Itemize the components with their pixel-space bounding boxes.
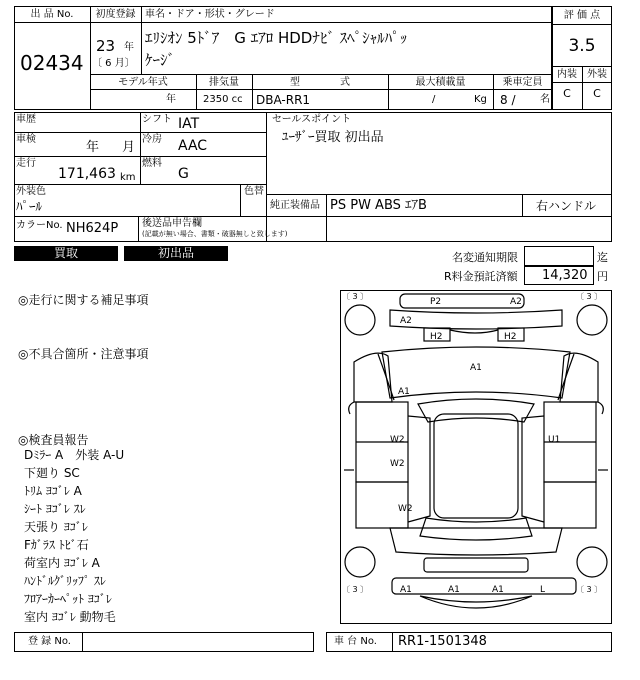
- mark-h2-left: H2: [430, 332, 443, 342]
- corner-label-bottom-right: 〔 3 〕: [576, 585, 603, 594]
- inspector-line: ﾄﾘﾑ ﾖｺﾞﾚ A: [24, 484, 82, 498]
- post-installed-label: 後送品申告欄: [142, 218, 202, 229]
- inspector-line: 室内 ﾖｺﾞﾚ 動物毛: [24, 610, 116, 624]
- model-type-label: 型 式: [290, 77, 350, 88]
- inspector-line: ｼｰﾄ ﾖｺﾞﾚ ｽﾚ: [24, 502, 86, 516]
- score-value: 3.5: [568, 36, 596, 56]
- max-load-label: 最大積載量: [415, 77, 466, 88]
- capacity-value: 8 /: [500, 93, 516, 107]
- exterior-color-value: ﾊﾟｰﾙ: [16, 200, 42, 215]
- standard-equipment-value: PS PW ABS ｴｱB: [330, 198, 427, 213]
- standard-equipment-label: 純正装備品: [270, 200, 320, 211]
- mark-top-right: A2: [510, 297, 522, 307]
- car-name-line2: ｹｰｼﾞ: [145, 51, 176, 69]
- color-no-value: NH624P: [66, 221, 119, 236]
- mark-rear-a1-mid: A1: [448, 585, 460, 595]
- inspection-month: 月: [122, 140, 136, 155]
- sales-point-label: セールスポイント: [272, 114, 352, 125]
- inspector-line: ﾌﾛｱｰｶｰﾍﾟｯﾄ ﾖｺﾞﾚ: [24, 592, 112, 606]
- mileage-value: 171,463: [58, 166, 116, 182]
- car-name-line1: ｴﾘｼｵﾝ 5ﾄﾞｱ G ｴｱﾛ HDDﾅﾋﾞ ｽﾍﾟｼｬﾙﾊﾟｯ: [145, 29, 408, 47]
- inspector-label: ◎検査員報告: [18, 433, 89, 447]
- first-reg-year: 23: [96, 37, 116, 55]
- color-no-label: カラーNo.: [16, 220, 63, 231]
- capacity-unit: 名: [540, 94, 550, 105]
- mark-front-a2: A2: [400, 316, 412, 326]
- name-change-unit: 迄: [597, 251, 608, 264]
- inspector-line: ﾊﾝﾄﾞﾙｸﾞﾘｯﾌﾟ ｽﾚ: [24, 574, 106, 588]
- recycle-amount: 14,320: [542, 268, 588, 283]
- ac-value: AAC: [178, 138, 208, 154]
- corner-label-top-left: 〔 3 〕: [342, 292, 369, 301]
- interior-grade: C: [563, 87, 571, 100]
- corner-label-bottom-left: 〔 3 〕: [342, 585, 369, 594]
- running-notes-label: ◎走行に関する補足事項: [18, 293, 149, 307]
- mileage-unit: km: [120, 172, 136, 183]
- fuel-value: G: [178, 166, 189, 182]
- shift-value: IAT: [178, 116, 200, 132]
- max-load-slash: /: [432, 94, 436, 105]
- mark-top-left: P2: [430, 297, 442, 307]
- mark-left-fender: A1: [398, 387, 410, 397]
- exterior-grade: C: [593, 87, 601, 100]
- lot-no: 02434: [20, 51, 84, 75]
- recycle-unit: 円: [597, 270, 608, 283]
- interior-label: 内装: [557, 69, 577, 80]
- mark-rear-a1-right: A1: [492, 585, 504, 595]
- car-name-label: 車名・ドア・形状・グレード: [145, 9, 275, 20]
- inspector-line: 天張り ﾖｺﾞﾚ: [24, 520, 88, 534]
- inspector-line: Fｶﾞﾗｽ ﾄﾋﾞ石: [24, 538, 89, 552]
- first-listing-tag: 初出品: [124, 246, 228, 261]
- mileage-label: 走行: [16, 158, 36, 169]
- displacement-label: 排気量: [209, 77, 239, 88]
- chassis-label: 車 台 No.: [334, 636, 377, 647]
- inspection-year: 年: [86, 140, 100, 155]
- fuel-label: 燃料: [142, 158, 162, 169]
- mark-rear-a1-left: A1: [400, 585, 412, 595]
- steering-value: 右ハンドル: [536, 199, 597, 213]
- model-year-label: モデル年式: [118, 77, 168, 88]
- exterior-color-label: 外装色: [16, 186, 46, 197]
- chassis-no: RR1-1501348: [398, 634, 487, 649]
- purchase-tag: 買取: [14, 246, 118, 261]
- inspector-line: 荷室内 ﾖｺﾞﾚ A: [24, 556, 100, 570]
- first-reg-label: 初度登録: [95, 9, 136, 20]
- displacement-value: 2350 cc: [203, 94, 243, 105]
- sales-point-value: ﾕｰｻﾞｰ買取 初出品: [282, 130, 384, 145]
- model-type-value: DBA-RR1: [256, 93, 311, 107]
- color-change-label: 色替: [244, 186, 264, 197]
- mark-right-door: U1: [548, 435, 561, 445]
- first-reg-month: 〔 6 月〕: [92, 58, 135, 69]
- capacity-label: 乗車定員: [502, 77, 543, 88]
- mark-left-front-door: W2: [390, 435, 405, 445]
- inspector-line: 下廻り SC: [24, 466, 80, 480]
- lot-no-label: 出 品 No.: [30, 9, 74, 20]
- car-diagram: [340, 290, 612, 624]
- recycle-label: R料金預託済額: [444, 270, 518, 283]
- defects-label: ◎不具合箇所・注意事項: [18, 347, 149, 361]
- mark-rear-l: L: [540, 585, 546, 595]
- shift-label: シフト: [142, 114, 172, 125]
- exterior-label: 外装: [587, 69, 607, 80]
- mark-left-rear-door: W2: [390, 459, 405, 469]
- name-change-box: [524, 246, 594, 266]
- score-label: 評 価 点: [563, 10, 601, 21]
- inspection-label: 車検: [16, 134, 36, 145]
- post-installed-note: (記載が無い場合、書類・破器無しと致します): [142, 230, 288, 238]
- mark-hood: A1: [470, 363, 482, 373]
- mark-left-rear-panel: W2: [398, 504, 413, 514]
- corner-label-top-right: 〔 3 〕: [576, 292, 603, 301]
- ac-label: 冷房: [142, 134, 162, 145]
- history-label: 車歴: [16, 114, 36, 125]
- model-year-unit: 年: [166, 94, 176, 105]
- registration-label: 登 録 No.: [28, 636, 71, 647]
- name-change-label: 名変通知期限: [452, 251, 518, 264]
- max-load-unit: Kg: [474, 94, 487, 105]
- first-reg-year-unit: 年: [124, 42, 134, 53]
- inspector-line: Dﾐﾗｰ A 外装 A-U: [24, 448, 125, 462]
- mark-h2-right: H2: [504, 332, 517, 342]
